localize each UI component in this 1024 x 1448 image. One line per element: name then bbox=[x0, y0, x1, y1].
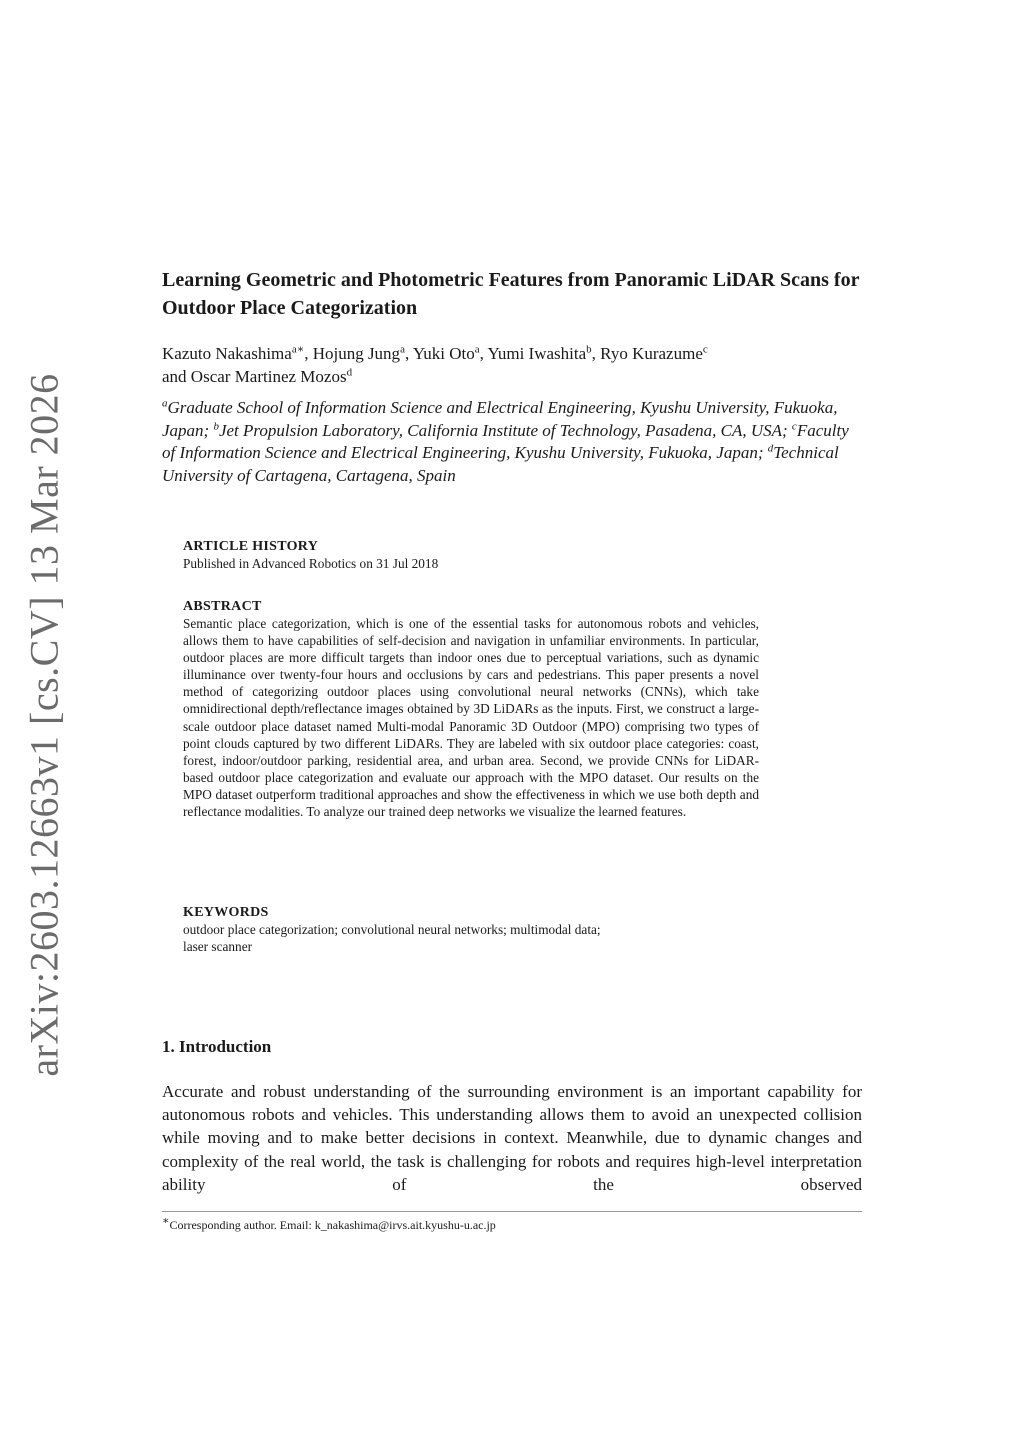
author-affiliation-mark: a∗ bbox=[291, 343, 305, 356]
affiliation-mark: b bbox=[213, 419, 219, 432]
article-history-heading: ARTICLE HISTORY bbox=[183, 539, 319, 554]
affiliation-text: Jet Propulsion Laboratory, California Institute of Technology, Pasadena, CA, USA; bbox=[218, 420, 788, 440]
keywords-section bbox=[183, 905, 759, 955]
footnote bbox=[162, 1215, 496, 1233]
paper-title: Learning Geometric and Photometric Features from Panoramic LiDAR Scans for Outdoor Place Categorization bbox=[162, 269, 860, 319]
article-history-text: Published in Advanced Robotics on 31 Jul 2018 bbox=[183, 556, 439, 571]
author-affiliation-mark: d bbox=[346, 366, 353, 379]
affiliation-text: Graduate School of Information Science and Electrical Engineering, Kyushu University, Fukuoka, Japan; bbox=[162, 398, 838, 440]
author-name: , Ryo Kurazume bbox=[591, 344, 703, 363]
affiliation-text: Technical University of Cartagena, Cartagena, Spain bbox=[162, 443, 839, 485]
author-name: , Hojung Jung bbox=[304, 344, 401, 363]
author-name: , Yuki Oto bbox=[404, 344, 475, 363]
footnote-rule bbox=[162, 1211, 862, 1212]
author-name: Kazuto Nakashima bbox=[162, 344, 292, 363]
affiliation-mark: d bbox=[767, 442, 774, 455]
affiliations bbox=[162, 397, 862, 487]
keywords-line: outdoor place categorization; convolutional neural networks; multimodal data; bbox=[183, 922, 601, 937]
author-affiliation-mark: a bbox=[400, 343, 405, 356]
affiliation-text: Faculty of Information Science and Electrical Engineering, Kyushu University, Fukuoka, Japan; bbox=[162, 420, 849, 462]
author-list bbox=[162, 342, 862, 388]
abstract-heading: ABSTRACT bbox=[183, 599, 262, 614]
author-affiliation-mark: b bbox=[586, 343, 592, 356]
author-affiliation-mark: c bbox=[702, 343, 708, 356]
article-history-section bbox=[183, 539, 759, 572]
affiliation-mark: c bbox=[791, 419, 797, 432]
abstract-text: Semantic place categorization, which is one of the essential tasks for autonomous robots and vehicles, allows them to have capabilities of self-decision and navigation in unfamiliar environments. In particular, outdoor places are more difficult targets than indoor ones due to perceptual variations, such as dynamic illuminance over twenty-four hours and occlusions by cars and pedestrians. This paper presents a novel method of categorizing outdoor places using convolutional neural networks (CNNs), which take omnidirectional depth/reflectance images obtained by 3D LiDARs as the inputs. First, we construct a large-scale outdoor place dataset named Multi-modal Panoramic 3D Outdoor (MPO) comprising two types of point clouds captured by two different LiDARs. They are labeled with six outdoor place categories: coast, forest, indoor/outdoor parking, residential area, and urban area. Second, we provide CNNs for LiDAR-based outdoor place categorization and evaluate our approach with the MPO dataset. Our results on the MPO dataset outperform traditional approaches and show the effectiveness in which we use both depth and reflectance modalities. To analyze our trained deep networks we visualize the learned features. bbox=[183, 616, 759, 820]
footnote-mark: ∗ bbox=[162, 1215, 170, 1227]
author-affiliation-mark: a bbox=[474, 343, 480, 356]
footnote-text: Corresponding author. Email: k_nakashima@irvs.ait.kyushu-u.ac.jp bbox=[169, 1218, 496, 1232]
author-name: and Oscar Martinez Mozos bbox=[162, 367, 347, 386]
section-heading-introduction: 1. Introduction bbox=[162, 1037, 272, 1056]
affiliation-mark: a bbox=[162, 397, 168, 410]
introduction-paragraph: Accurate and robust understanding of the surrounding environment is an important capability for autonomous robots and vehicles. This understanding allows them to avoid an unexpected collision while moving and to make better decisions in context. Meanwhile, due to dynamic changes and complexity of the real world, the task is challenging for robots and requires high-level interpretation ability of the observed bbox=[162, 1082, 862, 1194]
keywords-line: laser scanner bbox=[183, 939, 253, 955]
arxiv-identifier-stamp: arXiv:2603.12663v1 [cs.CV] 13 Mar 2026 bbox=[21, 373, 67, 1077]
author-name: , Yumi Iwashita bbox=[479, 344, 587, 363]
abstract-section bbox=[183, 599, 759, 820]
keywords-heading: KEYWORDS bbox=[183, 905, 269, 920]
